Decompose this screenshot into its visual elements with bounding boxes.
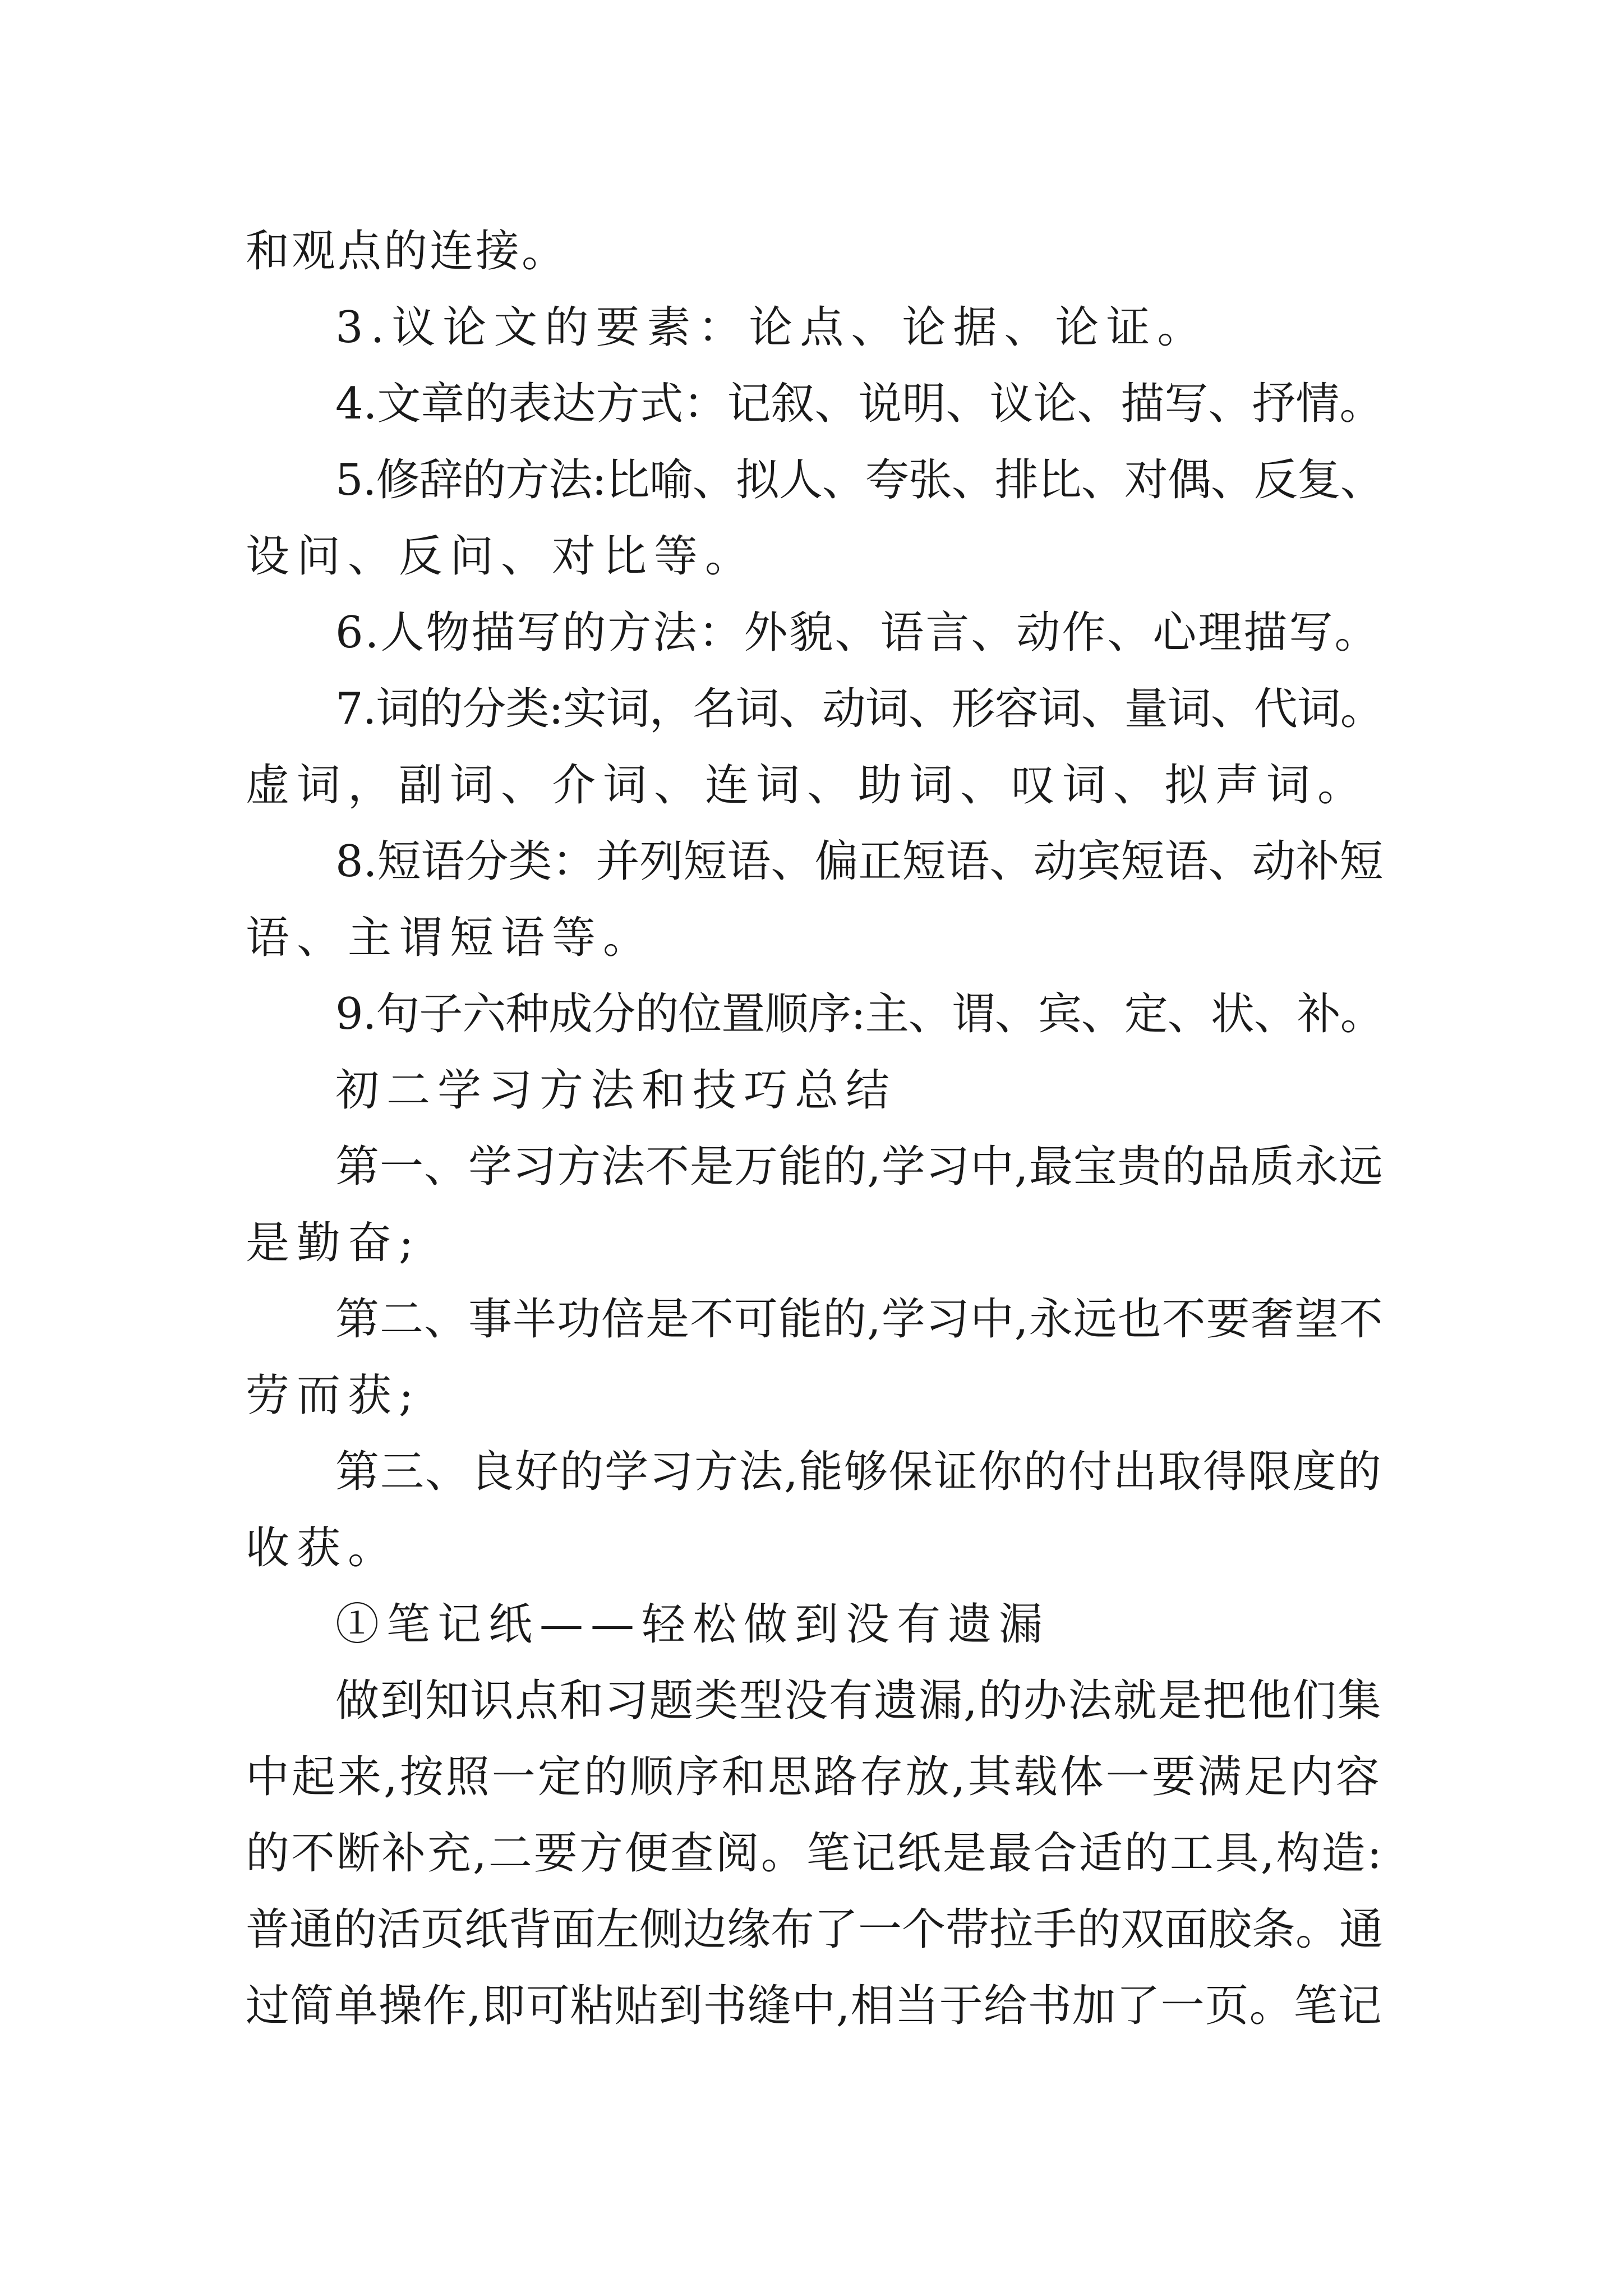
paragraph-line: 第一、学习方法不是万能的,学习中,最宝贵的品质永远	[335, 1142, 1384, 1192]
paragraph-line: 中起来,按照一定的顺序和思路存放,其载体一要满足内容	[246, 1752, 1382, 1802]
paragraph-line: 第三、良好的学习方法,能够保证你的付出取得限度的	[335, 1447, 1382, 1497]
paragraph-line: 7.词的分类:实词，名词、动词、形容词、量词、代词。	[335, 684, 1384, 734]
document-body	[246, 213, 1390, 2044]
paragraph-line: 设问、反问、对比等。	[246, 531, 757, 582]
paragraph-line: 收获。	[246, 1523, 399, 1573]
paragraph-line: 第二、事半功倍是不可能的,学习中,永远也不要奢望不	[335, 1294, 1384, 1345]
paragraph-line: 8.短语分类：并列短语、偏正短语、动宾短语、动补短	[335, 836, 1384, 887]
paragraph-line: 是勤奋;	[246, 1218, 421, 1268]
paragraph-line: 6.人物描写的方法：外貌、语言、动作、心理描写。	[335, 608, 1380, 658]
paragraph-line: 的不断补充,二要方便查阅。笔记纸是最合适的工具,构造:	[246, 1828, 1384, 1879]
paragraph-line: 劳而获;	[246, 1370, 421, 1421]
paragraph-line: 普通的活页纸背面左侧边缘布了一个带拉手的双面胶条。通	[246, 1904, 1384, 1955]
paragraph-line: 4.文章的表达方式：记叙、说明、议论、描写、抒情。	[335, 379, 1384, 429]
paragraph-line: 3.议论文的要素：论点、论据、论证。	[335, 302, 1209, 353]
paragraph-line: 过简单操作,即可粘贴到书缝中,相当于给书加了一页。笔记	[246, 1981, 1382, 2031]
paragraph-line: 语、主谓短语等。	[246, 913, 654, 963]
paragraph-line: 5.修辞的方法:比喻、拟人、夸张、排比、对偶、反复、	[335, 455, 1384, 505]
section-heading: 初二学习方法和技巧总结	[335, 1065, 897, 1116]
paragraph-line: 9.句子六种成分的位置顺序:主、谓、宾、定、状、补。	[335, 989, 1384, 1039]
paragraph-line: 和观点的连接。	[246, 226, 568, 277]
paragraph-line: 虚词，副词、介词、连词、助词、叹词、拟声词。	[246, 760, 1369, 811]
paragraph-line: 做到知识点和习题类型没有遗漏,的办法就是把他们集	[335, 1676, 1382, 1726]
subsection-heading: ①笔记纸——轻松做到没有遗漏	[335, 1599, 1050, 1650]
